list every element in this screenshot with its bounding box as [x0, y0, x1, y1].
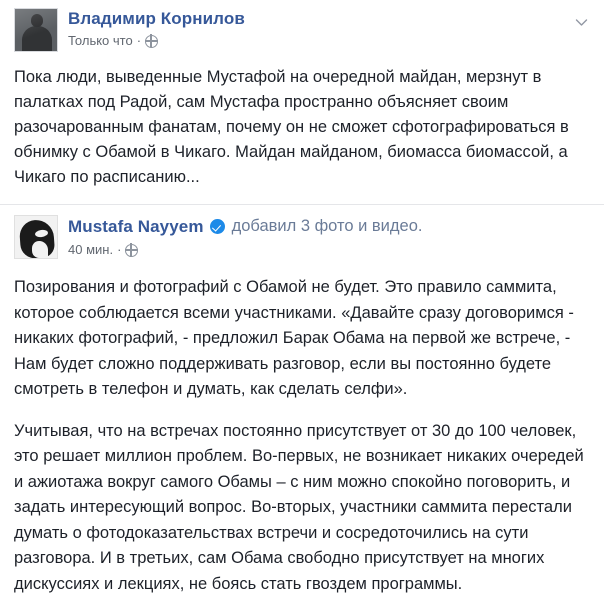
- globe-icon[interactable]: [125, 244, 138, 257]
- verified-badge-icon: [210, 219, 225, 234]
- post-original: [0, 0, 604, 190]
- post-header: [14, 8, 590, 52]
- avatar-shape-cheek: [32, 241, 48, 258]
- post-header-text: [68, 8, 245, 49]
- shared-post-meta: [68, 242, 422, 258]
- shared-post-header-text: [68, 215, 422, 258]
- shared-author-line: [68, 216, 422, 237]
- avatar-shape-shine: [15, 9, 58, 52]
- shared-post-paragraph: Учитывая, что на встречах постоянно присутствует от 30 до 100 человек, это решает миллион проблем. Во-первых, не возникает никаких очередей и ажиотажа вокруг самого Обамы – с ним можно спокойно поговорить, и задать интересующий вопрос. Во-вторых, участники саммита перестали думать о фотодоказательствах встречи и сосредоточились на сути разговора. И в третьих, сам Обама свободно присутствует на многих дискуссиях и лекциях, не боясь стать гвоздем программы.: [14, 421, 584, 593]
- post-meta: [68, 33, 245, 49]
- shared-post-text: [0, 275, 604, 597]
- meta-separator: ·: [136, 33, 142, 48]
- chevron-down-icon[interactable]: [575, 16, 588, 29]
- shared-post-header: [14, 215, 590, 259]
- shared-post-author-name[interactable]: Mustafa Nayyem: [68, 217, 204, 236]
- shared-post-paragraph: Позирования и фотографий с Обамой не будет. Это правило саммита, которое соблюдается всеми участниками. «Давайте сразу договоримся - никаких фотографий, - предложил Барак Обама на первой же встрече, - Нам будет сложно поддерживать разговор, если вы постоянно будете смотреть в телефон и думать, как сделать селфи».: [14, 278, 574, 398]
- meta-separator: ·: [117, 242, 122, 257]
- post-author-name[interactable]: Владимир Корнилов: [68, 9, 245, 28]
- shared-post-action-text[interactable]: добавил 3 фото и видео.: [231, 217, 423, 235]
- shared-post-timestamp[interactable]: 40 мин.: [68, 242, 114, 257]
- avatar[interactable]: [14, 8, 58, 52]
- avatar[interactable]: [14, 215, 58, 259]
- post-text: Пока люди, выведенные Мустафой на очередной майдан, мерзнут в палатках под Радой, сам Мустафа пространно объясняет своим разочарованным фанатам, почему он не сможет сфотографироваться в обнимку с Обамой в Чикаго. Майдан майданом, биомасса биомассой, а Чикаго по расписанию...: [14, 68, 569, 186]
- globe-icon[interactable]: [145, 35, 158, 48]
- post-shared: [0, 205, 604, 259]
- post-timestamp[interactable]: Только что: [68, 33, 133, 48]
